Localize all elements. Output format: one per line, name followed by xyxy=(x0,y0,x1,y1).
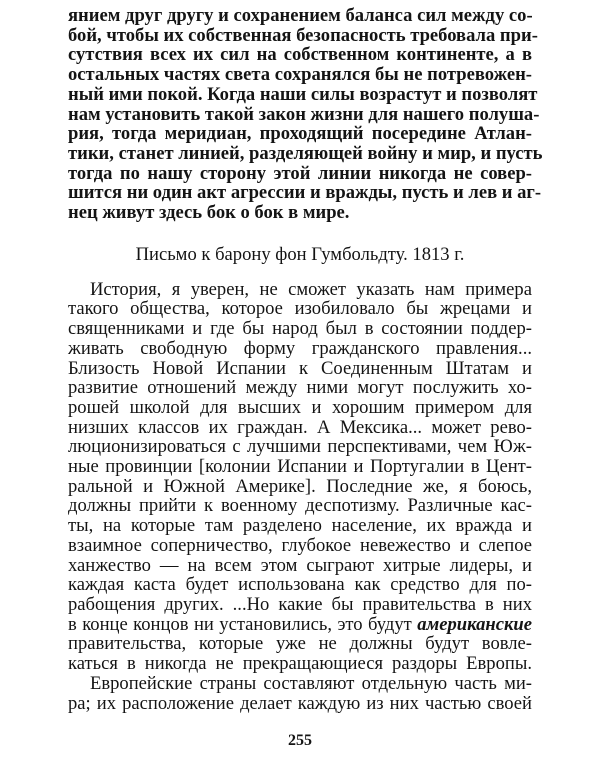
text-line: шится ни один акт агрессии и вражды, пусть и лев и аг- xyxy=(68,182,542,204)
text-line: янием друг другу и сохранением баланса сил между со- xyxy=(68,5,533,26)
text-line: живать свободную форму гражданского правления... xyxy=(68,337,532,359)
text-line: бой, чтобы их собственная безопасность требовала при- xyxy=(68,24,538,46)
text-line xyxy=(68,615,532,635)
document-page xyxy=(68,5,543,714)
text-line: ный ими покой. Когда наши силы возрастут и позволят xyxy=(68,83,538,105)
text-line: История, я уверен, не сможет указать нам примера xyxy=(90,278,532,300)
paragraph-3 xyxy=(68,674,532,713)
text-line: взаимное соперничество, глубокое невежество и слепое xyxy=(68,534,532,556)
letter-heading: Письмо к барону фон Гумбольдту. 1813 г. xyxy=(135,243,465,265)
text-line: ханжество — на всем этом сыграют хитрые лидеры, и xyxy=(68,554,532,576)
text-line: сутствия всех их сил на собственном континенте, а в xyxy=(68,44,532,66)
paragraph-1 xyxy=(68,5,543,224)
text-line: Европейские страны составляют отдельную часть ми- xyxy=(90,672,532,694)
emphasized-text: американские xyxy=(417,613,532,635)
text-line: развитие отношений между ними могут послужить хо- xyxy=(68,377,532,399)
text-line: должны прийти к военному деспотизму. Различные кас- xyxy=(68,495,532,517)
text-line: рабощения других. ...Но какие бы правительства в них xyxy=(68,593,532,615)
text-line: ральной и Южной Америке]. Последние же, я боюсь, xyxy=(68,475,532,497)
text-line: остальных частях света сохранялся бы не потревожен- xyxy=(68,64,532,86)
text-line: священниками и где бы народ был в состоянии поддер- xyxy=(68,318,532,340)
text-line: тики, станет линией, разделяющей войну и мир, и пусть xyxy=(68,142,543,164)
text-line: рошей школой для высших и хорошим примером для xyxy=(68,396,532,418)
paragraph-2 xyxy=(68,280,532,674)
text-segment: в конце концов ни установились, это будут xyxy=(68,613,418,635)
text-line: ты, на которые там разделено население, их вражда и xyxy=(68,515,532,537)
text-line: ра; их расположение делает каждую из них частью своей xyxy=(68,692,532,714)
page-number: 255 xyxy=(288,732,312,749)
text-line: такого общества, которое изобиловало бы жрецами и xyxy=(68,298,532,320)
text-line: нец живут здесь бок о бок в мире. xyxy=(68,202,350,224)
text-line: тогда по нашу сторону этой линии никогда не совер- xyxy=(68,162,532,184)
text-line: нам установить такой закон жизни для нашего полуша- xyxy=(68,103,540,125)
text-line: рия, тогда меридиан, проходящий посередине Атлан- xyxy=(68,123,532,145)
text-line: правительства, которые уже не должны будут вовле- xyxy=(68,633,532,655)
text-line: каться в никогда не прекращающиеся раздоры Европы. xyxy=(68,653,532,675)
text-line: Близость Новой Испании к Соединенным Штатам и xyxy=(68,357,532,379)
text-line: люционизироваться с лучшими перспективами, чем Юж- xyxy=(68,436,532,458)
text-line: низших классов их граждан. А Мексика... может рево- xyxy=(68,416,532,438)
text-line: ные провинции [колонии Испании и Португалии в Цент- xyxy=(68,456,532,478)
text-line: каждая каста будет использована как средство для по- xyxy=(68,574,532,596)
